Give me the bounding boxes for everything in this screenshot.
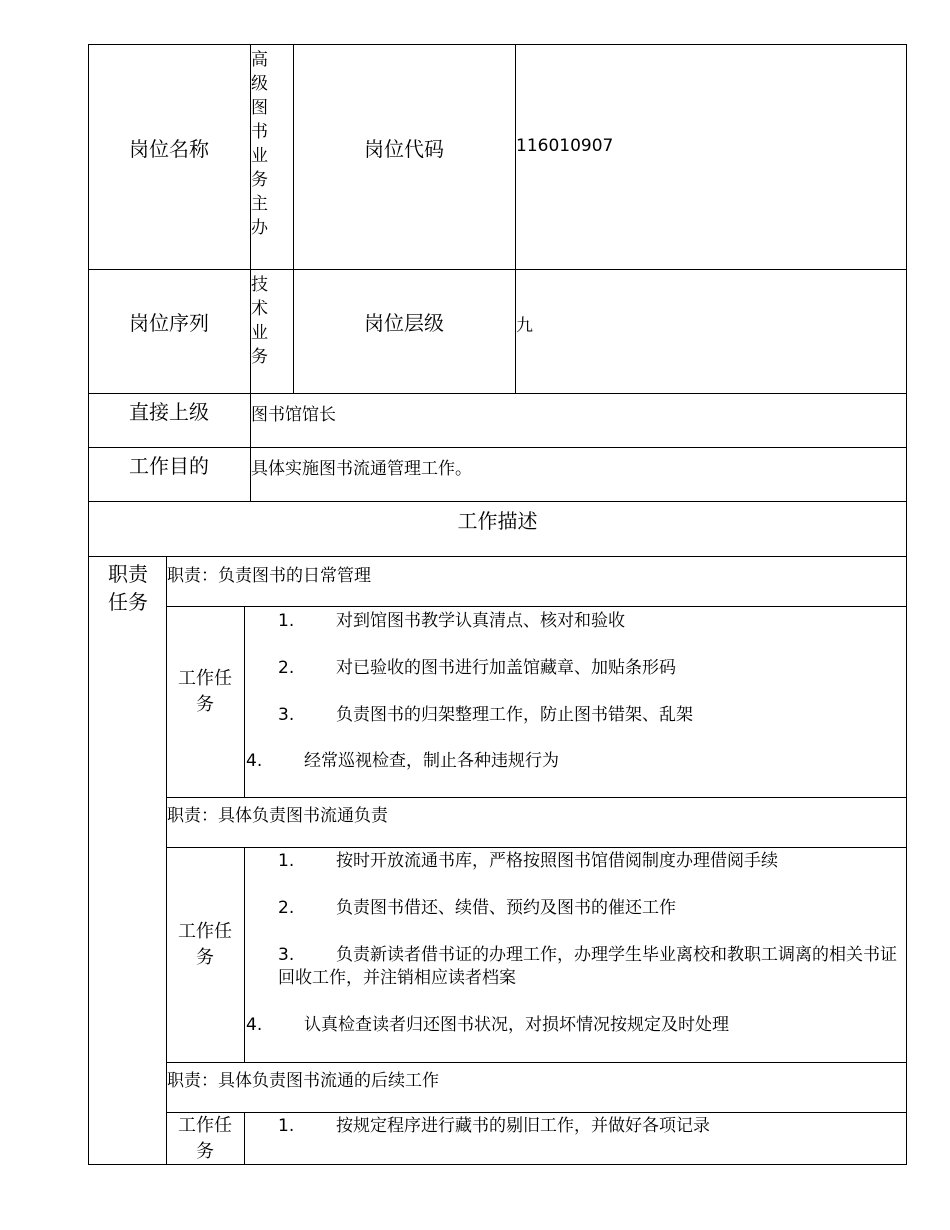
responsibility-title: 职责：具体负责图书流通负责 (167, 806, 388, 826)
row-divider (88, 556, 907, 557)
responsibility-title: 职责：负责图书的日常管理 (167, 566, 371, 586)
position-series-value: 技术业务 (251, 275, 268, 367)
purpose-label: 工作目的 (129, 453, 209, 478)
responsibility-title: 职责：具体负责图书流通的后续工作 (167, 1071, 439, 1091)
row-divider (166, 606, 907, 607)
task-number: 2. (278, 898, 295, 918)
description-title: 工作描述 (457, 508, 538, 533)
position-code-value: 116010907 (516, 136, 614, 156)
task-number: 1. (278, 1116, 295, 1136)
task-label (166, 1112, 244, 1165)
task-number: 4. (246, 751, 263, 771)
row-divider (166, 797, 907, 798)
col-divider (244, 847, 245, 1062)
row-divider (166, 1112, 907, 1113)
task-item (278, 657, 676, 680)
task-item (278, 610, 625, 633)
position-level-label: 岗位层级 (364, 310, 444, 335)
task-item (246, 750, 559, 773)
task-text: 经常巡视检查，制止各种违规行为 (304, 751, 559, 771)
task-number: 3. (278, 705, 295, 725)
task-label-text: 工作任务 (178, 921, 232, 968)
row-divider (166, 847, 907, 848)
position-series-label: 岗位序列 (129, 310, 209, 335)
supervisor-label: 直接上级 (129, 399, 209, 424)
task-item (278, 704, 693, 727)
col-divider (515, 44, 516, 394)
task-text: 负责新读者借书证的办理工作，办理学生毕业离校和教职工调离的相关书证回收工作，并注销相应读者档案 (278, 945, 897, 988)
task-label (166, 847, 244, 1043)
position-name-value: 高级图书业务主办 (251, 50, 268, 238)
task-text: 对已验收的图书进行加盖馆藏章、加贴条形码 (336, 658, 676, 678)
duties-label: 职责任务 (108, 562, 148, 614)
task-item (246, 1014, 729, 1037)
task-item (278, 850, 778, 873)
task-label-text: 工作任务 (178, 1114, 232, 1162)
task-label (166, 606, 244, 778)
purpose-value: 具体实施图书流通管理工作。 (251, 459, 472, 479)
row-divider (166, 1062, 907, 1063)
task-item (278, 1115, 710, 1138)
col-divider (244, 606, 245, 797)
task-number: 2. (278, 658, 295, 678)
task-text: 认真检查读者归还图书状况，对损坏情况按规定及时处理 (304, 1015, 729, 1035)
task-number: 1. (278, 851, 295, 871)
col-divider (244, 1112, 245, 1165)
position-level-value: 九 (516, 316, 533, 336)
table-border-right (906, 44, 907, 1165)
position-code-label: 岗位代码 (364, 137, 444, 161)
task-text: 按规定程序进行藏书的剔旧工作，并做好各项记录 (336, 1116, 710, 1136)
task-label-text: 工作任务 (178, 668, 232, 715)
task-text: 对到馆图书教学认真清点、核对和验收 (336, 611, 625, 631)
task-text: 按时开放流通书库，严格按照图书馆借阅制度办理借阅手续 (336, 851, 778, 871)
supervisor-value: 图书馆馆长 (251, 405, 336, 425)
task-item (278, 897, 676, 920)
task-item (278, 944, 900, 990)
task-number: 1. (278, 611, 295, 631)
task-number: 4. (246, 1015, 263, 1035)
task-number: 3. (278, 945, 295, 965)
position-name-label: 岗位名称 (129, 137, 209, 161)
task-text: 负责图书的归架整理工作，防止图书错架、乱架 (336, 705, 693, 725)
task-text: 负责图书借还、续借、预约及图书的催还工作 (336, 898, 676, 918)
